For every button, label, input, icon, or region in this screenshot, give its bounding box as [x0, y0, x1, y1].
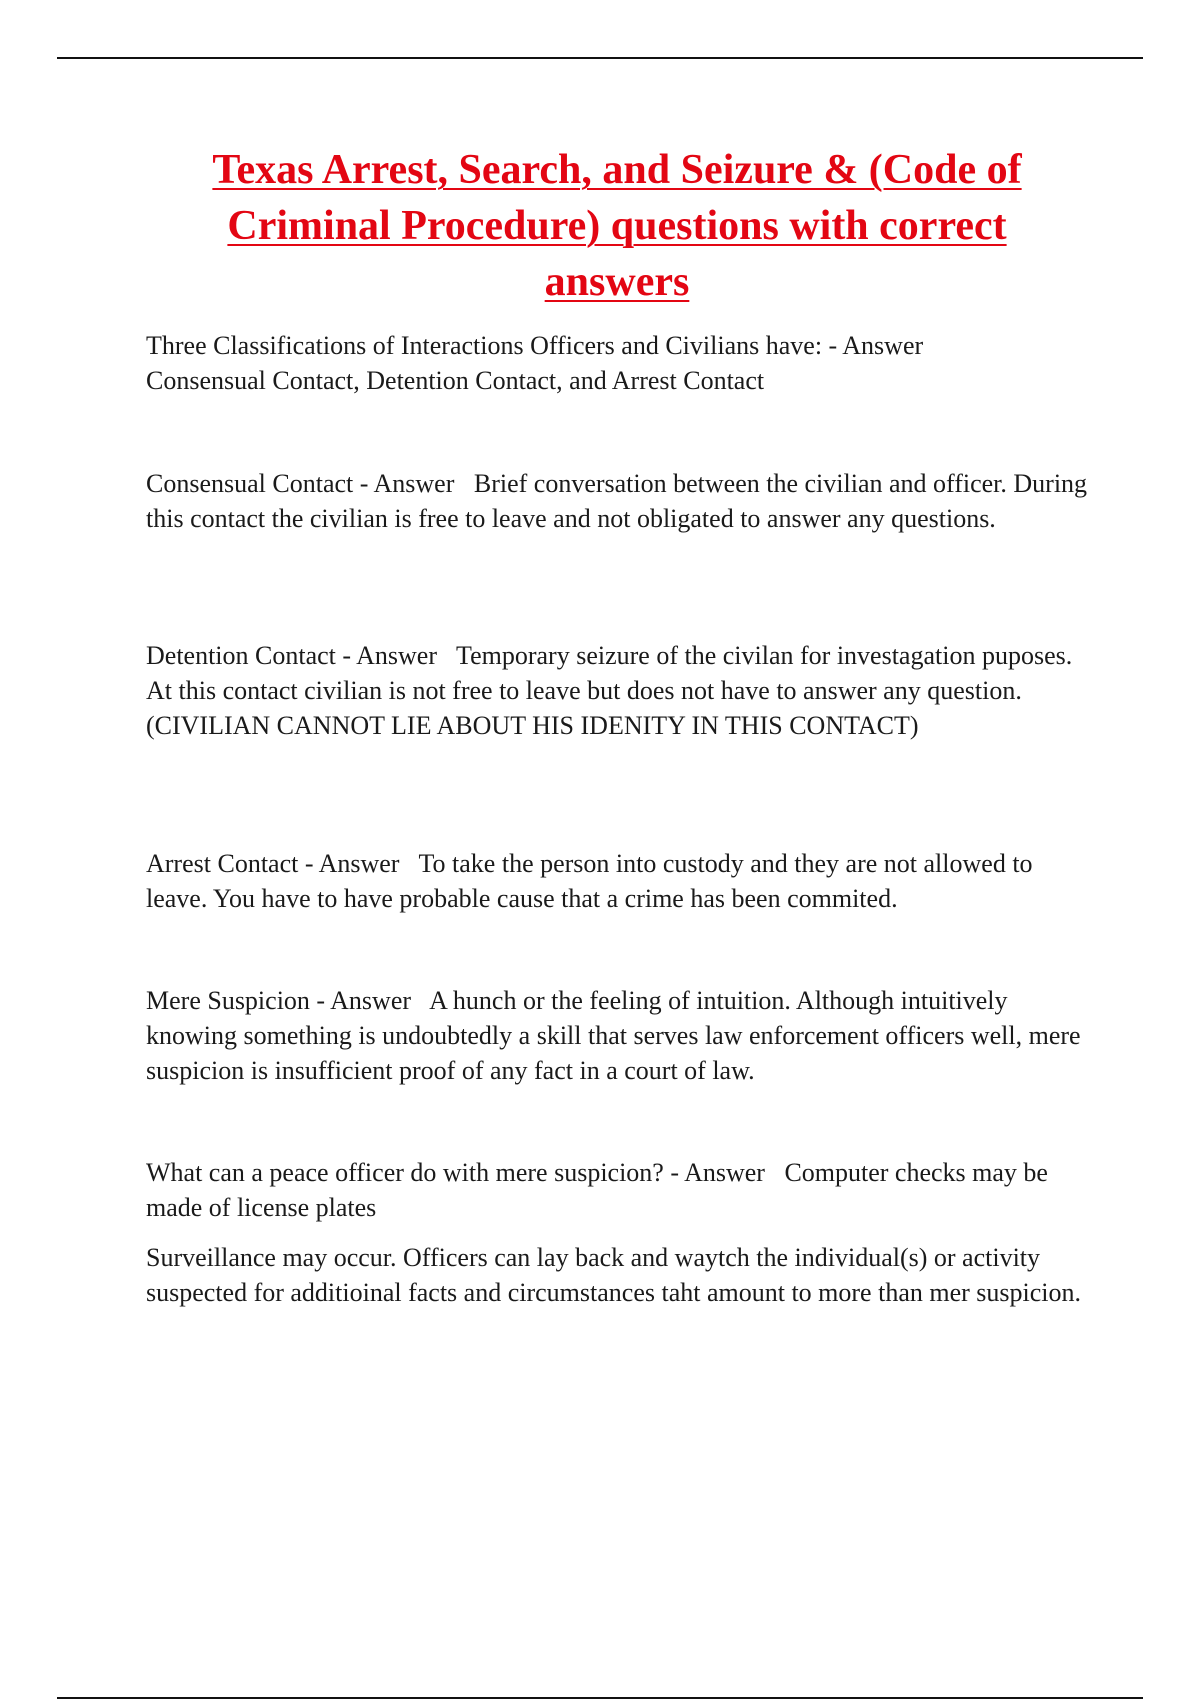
qa-text [146, 846, 1096, 916]
answer-label: - Answer [353, 469, 455, 498]
document-title: Texas Arrest, Search, and Seizure & (Code of Criminal Procedure) questions with correct answers [212, 147, 1022, 305]
answer-label: - Answer [663, 1158, 765, 1187]
bottom-rule [57, 1697, 1143, 1699]
answer-label: - Answer [335, 641, 437, 670]
answer: Consensual Contact, Detention Contact, and Arrest Contact [146, 366, 765, 395]
qa-text [146, 1155, 1096, 1225]
answer-label: - Answer [298, 849, 400, 878]
answer: Temporary seizure of the civilan for investagation puposes. At this contact civilian is not free to leave but does not have to answer any question. (CIVILIAN CANNOT LIE ABOUT HIS IDENITY IN THIS CONTACT) [146, 641, 1073, 740]
question: Three Classifications of Interactions Officers and Civilians have: [146, 331, 823, 360]
qa-text [146, 466, 1096, 536]
qa-entry-4 [146, 846, 1096, 916]
answer-label: - Answer [822, 331, 924, 360]
top-rule [57, 57, 1143, 59]
qa-entry-3 [146, 638, 1096, 743]
question: Consensual Contact [146, 469, 354, 498]
qa-entry-2 [146, 466, 1096, 536]
answer: To take the person into custody and they are not allowed to leave. You have to have probable cause that a crime has been commited. [146, 849, 1033, 913]
qa-text [146, 328, 1096, 398]
question: Mere Suspicion [146, 986, 310, 1015]
qa-entry-5 [146, 983, 1096, 1088]
answer: A hunch or the feeling of intuition. Although intuitively knowing something is undoubtedly a skill that serves law enforcement officers well, mere suspicion is insufficient proof of any fact in a court of law. [146, 986, 1081, 1085]
qa-text [146, 638, 1096, 743]
answer-continued: Surveillance may occur. Officers can lay back and waytch the individual(s) or activity suspected for additioinal facts and circumstances taht amount to more than mer suspicion. [146, 1243, 1082, 1307]
answer-label: - Answer [309, 986, 412, 1015]
answer: Brief conversation between the civilian and officer. During this contact the civilian is free to leave and not obligated to answer any questions. [146, 469, 1088, 533]
answer: Computer checks may be made of license plates [146, 1158, 1048, 1222]
qa-entry-1 [146, 328, 1096, 398]
qa-text [146, 983, 1096, 1088]
question: What can a peace officer do with mere suspicion? [146, 1158, 664, 1187]
question: Arrest Contact [146, 849, 299, 878]
question: Detention Contact [146, 641, 336, 670]
qa-entry-6 [146, 1155, 1096, 1310]
